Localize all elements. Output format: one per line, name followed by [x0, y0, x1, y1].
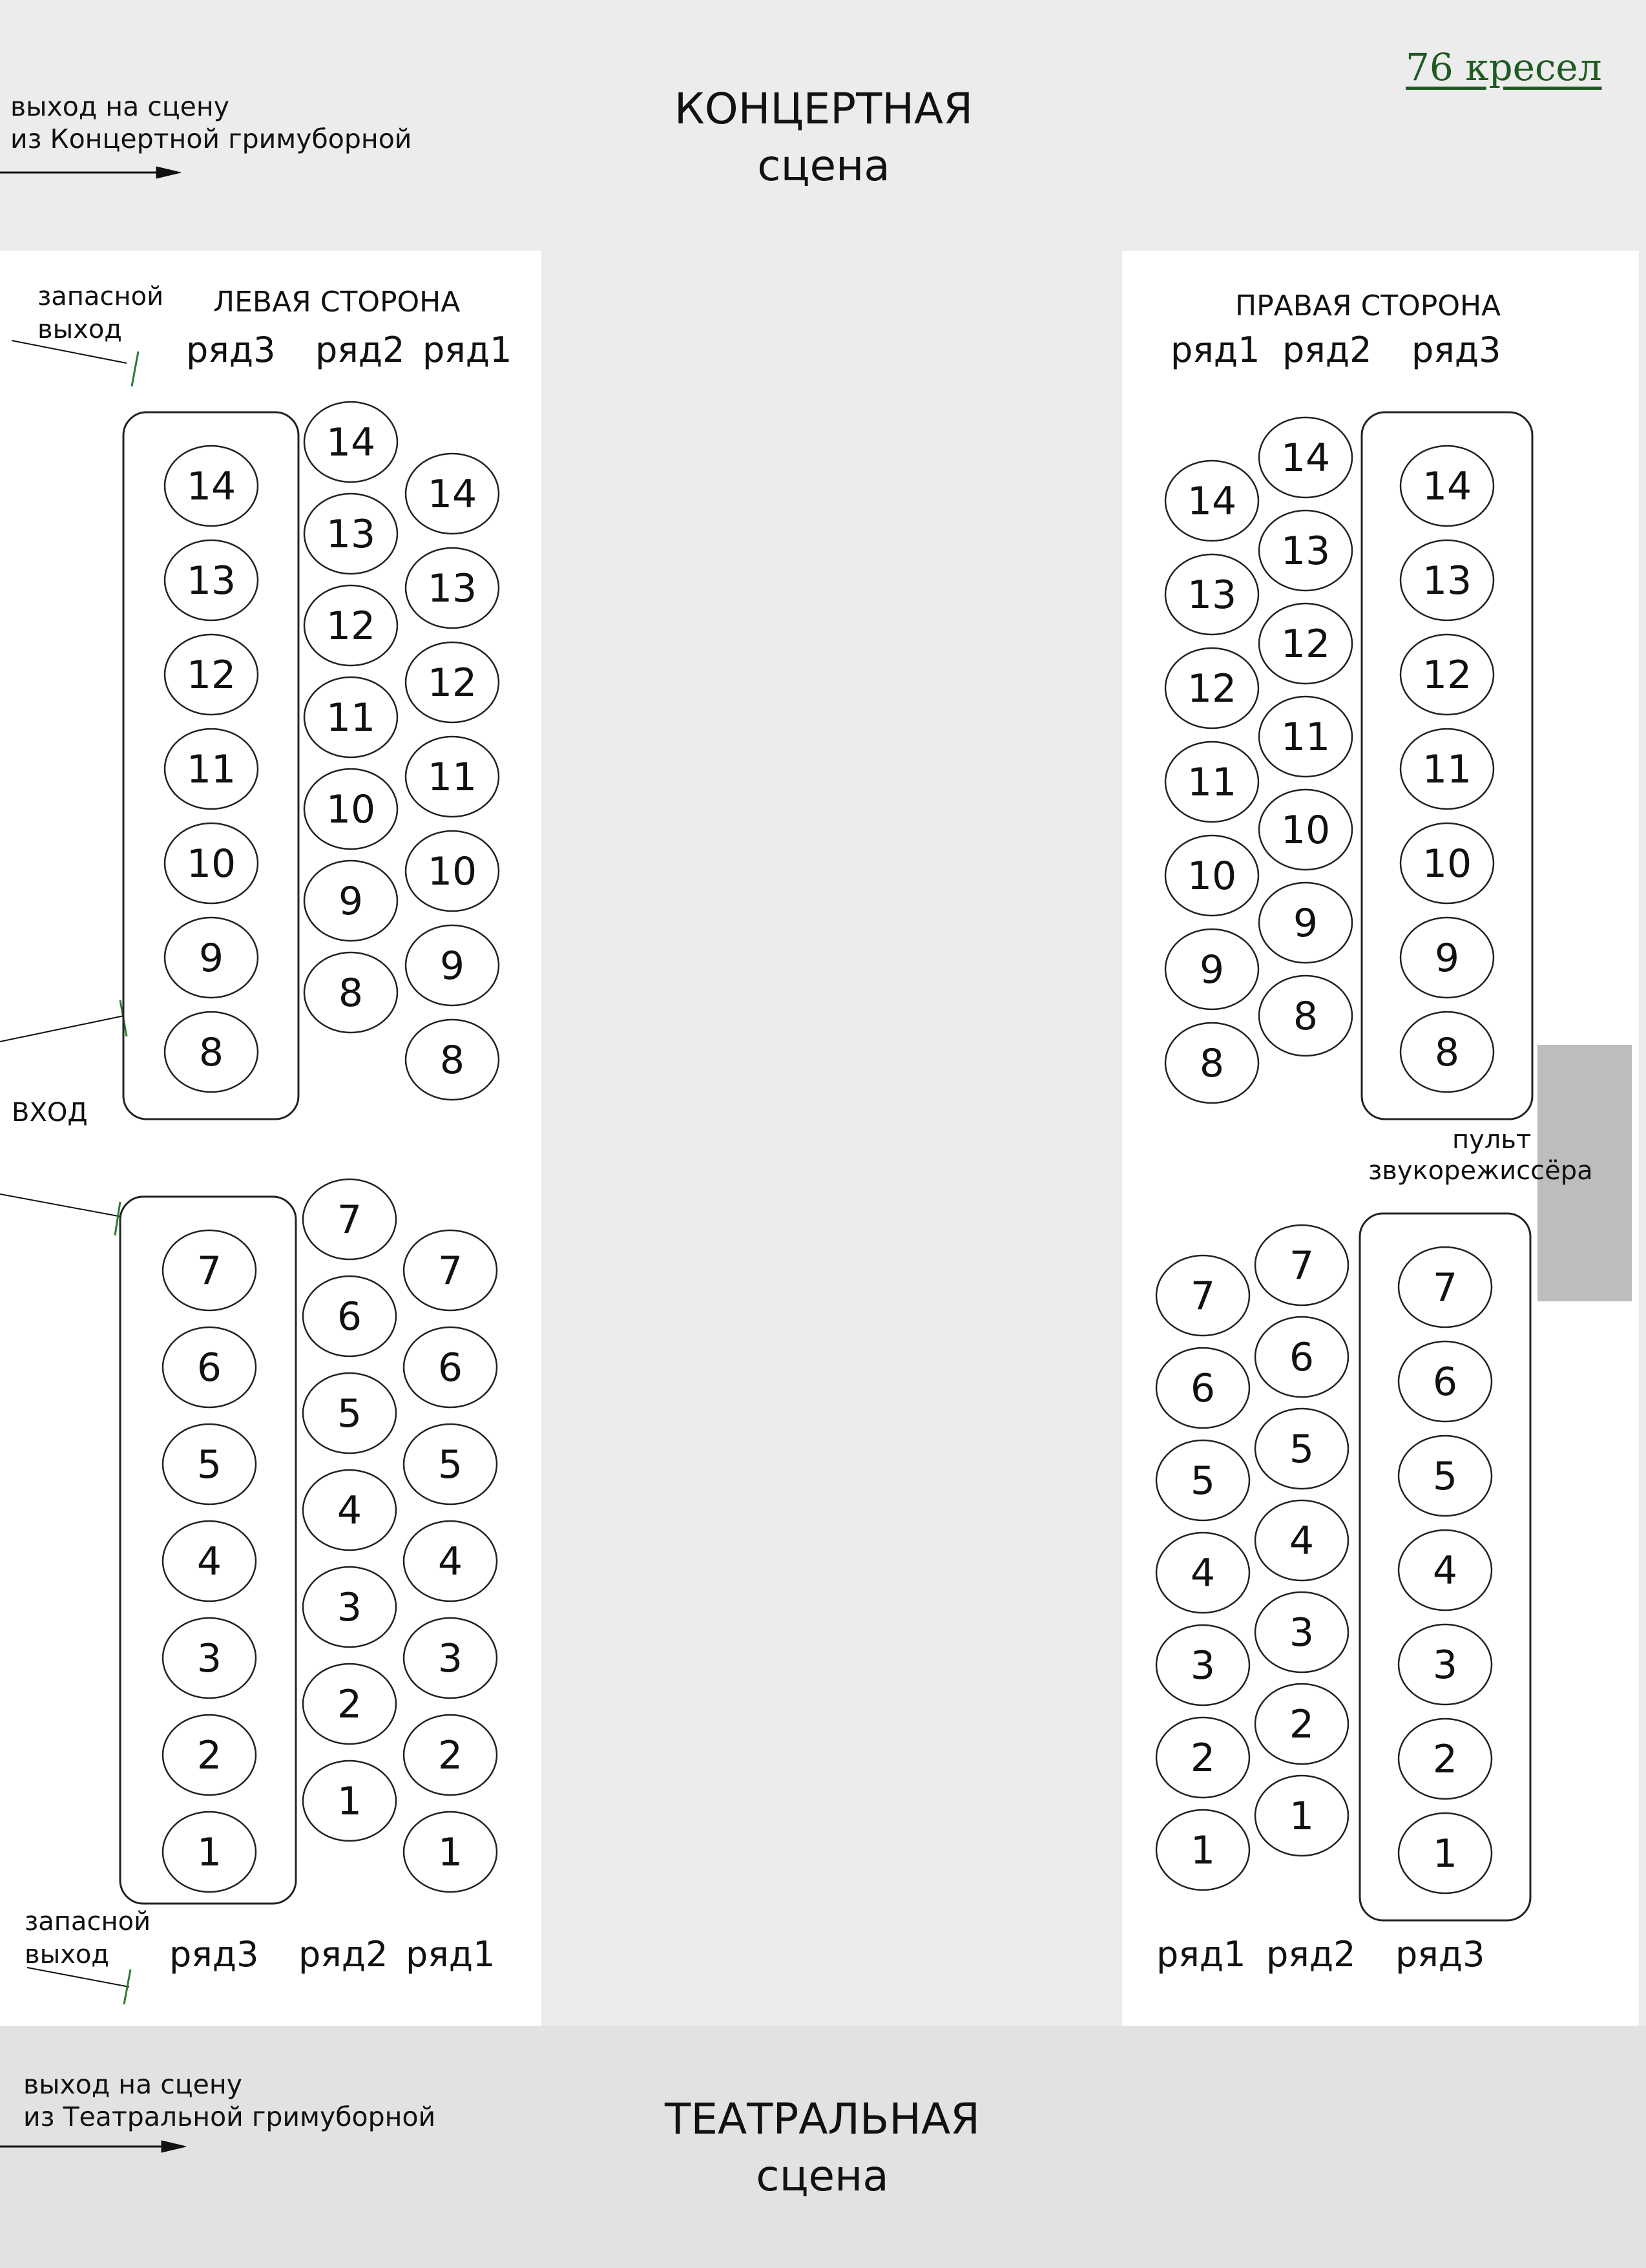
seat-right-row2-lower-1[interactable] [1255, 1776, 1348, 1856]
seat-number: 5 [196, 1442, 222, 1487]
seat-left-row2-lower-4[interactable] [303, 1470, 396, 1550]
seat-number: 8 [338, 971, 364, 1016]
seat-number: 5 [1289, 1427, 1315, 1472]
seat-left-row2-upper-11[interactable] [304, 677, 397, 757]
seat-number: 1 [1289, 1794, 1315, 1839]
seat-left-row2-lower-3[interactable] [303, 1567, 396, 1647]
seat-number: 3 [1432, 1643, 1458, 1688]
exit-top-line1: выход на сцену [10, 91, 229, 122]
seat-left-row3-upper-14[interactable] [165, 446, 258, 526]
right-side-title: ПРАВАЯ СТОРОНА [1235, 289, 1501, 322]
seat-left-row3-upper-8[interactable] [165, 1012, 258, 1092]
seat-number: 10 [1187, 854, 1237, 899]
concert-stage-subtitle: сцена [757, 141, 890, 191]
seat-right-row1-lower-3[interactable] [1156, 1625, 1249, 1705]
console-label-line1: пульт [1452, 1125, 1532, 1155]
seat-right-row1-upper-13[interactable] [1165, 554, 1258, 635]
seat-left-row1-lower-6[interactable] [404, 1327, 497, 1407]
spare-exit-top-line1: запасной [37, 282, 164, 311]
left-footer-row2: ряд2 [298, 1934, 388, 1975]
seat-right-row3-upper-11[interactable] [1401, 729, 1494, 809]
seat-left-row2-upper-12[interactable] [304, 585, 397, 666]
seat-left-row3-lower-6[interactable] [163, 1327, 256, 1407]
right-header-row2: ряд2 [1282, 330, 1372, 370]
seat-number: 10 [1280, 808, 1331, 853]
seat-left-row1-upper-12[interactable] [406, 642, 499, 722]
left-header-row3: ряд3 [186, 330, 276, 370]
seat-number: 11 [1187, 760, 1237, 805]
seat-number: 13 [1422, 558, 1472, 604]
seat-number: 3 [1190, 1643, 1216, 1688]
seat-left-row3-upper-10[interactable] [165, 823, 258, 903]
seat-number: 9 [1199, 947, 1225, 992]
seat-right-row1-lower-2[interactable] [1156, 1717, 1249, 1798]
seat-right-row3-lower-1[interactable] [1399, 1813, 1492, 1893]
theatre-stage-subtitle: сцена [756, 2151, 889, 2201]
door-lines [0, 341, 129, 1987]
seat-left-row2-upper-13[interactable] [304, 494, 397, 574]
seat-right-row3-upper-8[interactable] [1401, 1012, 1494, 1092]
spare-exit-bottom-line [27, 1968, 129, 1987]
seat-right-row2-upper-14[interactable] [1259, 417, 1352, 498]
seat-number: 5 [437, 1442, 463, 1487]
seat-right-row3-upper-13[interactable] [1401, 540, 1494, 620]
seat-right-row3-lower-3[interactable] [1399, 1624, 1492, 1705]
seat-number: 13 [326, 512, 376, 557]
seat-right-row2-upper-11[interactable] [1259, 697, 1352, 777]
seat-left-row1-lower-7[interactable] [404, 1230, 497, 1310]
right-header-row3: ряд3 [1412, 330, 1501, 370]
seat-right-row1-upper-10[interactable] [1165, 835, 1258, 916]
exit-top-line2: из Концертной гримуборной [10, 123, 412, 154]
seat-left-row1-upper-11[interactable] [406, 737, 499, 817]
console-label-line2: звукорежиссёра [1368, 1156, 1593, 1186]
seat-left-row2-upper-8[interactable] [304, 952, 397, 1033]
seat-number: 9 [1293, 901, 1318, 946]
seat-number: 13 [186, 558, 236, 604]
seat-number: 12 [427, 660, 477, 706]
seat-right-row1-lower-6[interactable] [1156, 1348, 1249, 1428]
seat-right-row2-upper-8[interactable] [1259, 976, 1352, 1056]
seat-number: 8 [198, 1030, 224, 1075]
seat-right-row2-upper-9[interactable] [1259, 883, 1352, 963]
seat-number: 14 [1422, 464, 1472, 509]
seat-number: 10 [326, 787, 376, 832]
left-header-row2: ряд2 [315, 330, 405, 370]
seat-left-row3-upper-9[interactable] [165, 918, 258, 998]
seat-number: 14 [326, 420, 376, 465]
seat-left-row1-lower-4[interactable] [404, 1521, 497, 1601]
seat-right-row3-lower-4[interactable] [1399, 1530, 1492, 1610]
seat-right-row3-lower-6[interactable] [1399, 1341, 1492, 1422]
seat-left-row2-lower-5[interactable] [303, 1373, 396, 1453]
seat-number: 6 [1289, 1335, 1315, 1380]
seat-right-row3-upper-9[interactable] [1401, 918, 1494, 998]
seat-number: 8 [1293, 994, 1318, 1039]
seat-right-row1-upper-8[interactable] [1165, 1023, 1258, 1103]
seat-left-row3-lower-7[interactable] [163, 1230, 256, 1310]
seat-number: 14 [186, 464, 236, 509]
seat-number: 7 [1289, 1243, 1315, 1288]
right-footer-row2: ряд2 [1266, 1934, 1356, 1975]
seat-number: 12 [326, 604, 376, 649]
seat-right-row3-upper-14[interactable] [1401, 446, 1494, 526]
seat-number: 3 [337, 1585, 362, 1630]
door-tick [124, 1969, 130, 2004]
entrance-line-lower [0, 1194, 121, 1217]
seat-number: 2 [1432, 1737, 1458, 1782]
seat-right-row3-upper-10[interactable] [1401, 823, 1494, 903]
seat-number: 3 [196, 1636, 222, 1681]
seat-number: 11 [1422, 747, 1472, 792]
theatre-stage-title: ТЕАТРАЛЬНАЯ [665, 2094, 980, 2144]
seat-number: 14 [1187, 479, 1237, 524]
exit-top-arrowhead [156, 167, 181, 178]
seat-left-row3-lower-2[interactable] [163, 1715, 256, 1795]
seat-right-row1-lower-1[interactable] [1156, 1810, 1249, 1890]
seat-number: 4 [1289, 1518, 1315, 1564]
seat-left-row2-lower-1[interactable] [303, 1761, 396, 1841]
seat-left-row3-lower-3[interactable] [163, 1618, 256, 1698]
seat-number: 2 [1190, 1736, 1216, 1781]
seat-left-row1-upper-13[interactable] [406, 548, 499, 628]
seat-number: 2 [196, 1733, 222, 1778]
seat-number: 6 [196, 1345, 222, 1391]
seat-number: 14 [1280, 436, 1331, 481]
seat-number: 4 [437, 1539, 463, 1584]
seat-number: 10 [427, 849, 477, 894]
seat-right-row1-lower-4[interactable] [1156, 1533, 1249, 1613]
right-footer-row1: ряд1 [1156, 1934, 1246, 1975]
seat-number: 12 [1280, 622, 1331, 667]
seat-number: 3 [1289, 1610, 1315, 1655]
seat-number: 11 [326, 695, 376, 740]
seat-number: 10 [186, 841, 236, 887]
seat-number: 5 [1432, 1454, 1458, 1499]
left-footer-row1: ряд1 [406, 1934, 495, 1975]
concert-stage-title: КОНЦЕРТНАЯ [674, 84, 974, 134]
seat-number: 8 [1434, 1030, 1460, 1075]
spare-exit-bottom-line1: запасной [25, 1907, 151, 1937]
seat-number: 1 [196, 1830, 222, 1875]
seat-number: 14 [427, 472, 477, 517]
seat-left-row1-lower-5[interactable] [404, 1424, 497, 1504]
seat-left-row1-upper-9[interactable] [406, 925, 499, 1005]
left-footer-row3: ряд3 [169, 1934, 259, 1975]
seat-number: 6 [1190, 1366, 1216, 1411]
seat-left-row1-upper-8[interactable] [406, 1020, 499, 1100]
seat-left-row1-lower-1[interactable] [404, 1812, 497, 1892]
seat-right-row3-lower-5[interactable] [1399, 1436, 1492, 1516]
right-footer-row3: ряд3 [1395, 1934, 1485, 1975]
seat-left-row3-lower-1[interactable] [163, 1812, 256, 1892]
seat-number: 6 [1432, 1360, 1458, 1405]
seat-number: 13 [1280, 529, 1331, 574]
seat-left-row3-lower-4[interactable] [163, 1521, 256, 1601]
seat-right-row1-upper-9[interactable] [1165, 929, 1258, 1009]
seat-number: 12 [186, 653, 236, 698]
seat-number: 4 [196, 1539, 222, 1584]
seat-number: 2 [437, 1733, 463, 1778]
seat-right-row1-lower-5[interactable] [1156, 1440, 1249, 1520]
seat-left-row3-lower-5[interactable] [163, 1424, 256, 1504]
seat-number: 6 [437, 1345, 463, 1391]
seat-number: 1 [337, 1779, 362, 1824]
seat-number: 11 [186, 747, 236, 792]
left-header-row1: ряд1 [422, 330, 512, 370]
seat-right-row1-lower-7[interactable] [1156, 1255, 1249, 1336]
seat-number: 7 [337, 1197, 362, 1243]
right-header-row1: ряд1 [1171, 330, 1260, 370]
seat-number: 4 [337, 1488, 362, 1533]
door-ticks [115, 352, 138, 2004]
capacity-label: 76 кресел [1406, 45, 1602, 89]
seat-number: 9 [198, 936, 224, 981]
seat-right-row2-lower-2[interactable] [1255, 1684, 1348, 1764]
seat-number: 2 [337, 1682, 362, 1727]
seat-number: 4 [1432, 1548, 1458, 1593]
left-side-title: ЛЕВАЯ СТОРОНА [213, 286, 461, 319]
seat-left-row1-lower-3[interactable] [404, 1618, 497, 1698]
seat-right-row2-lower-4[interactable] [1255, 1500, 1348, 1580]
seat-left-row2-upper-10[interactable] [304, 769, 397, 849]
entrance-line-upper [0, 1016, 124, 1042]
spare-exit-top-line2: выход [37, 315, 122, 344]
seat-right-row2-upper-13[interactable] [1259, 510, 1352, 591]
exit-bottom-line1: выход на сцену [23, 2069, 242, 2100]
seat-number: 12 [1187, 666, 1237, 711]
seat-number: 7 [1432, 1265, 1458, 1310]
door-tick [132, 352, 138, 386]
seat-right-row1-upper-12[interactable] [1165, 648, 1258, 728]
seat-left-row2-upper-9[interactable] [304, 861, 397, 941]
seat-right-row2-lower-3[interactable] [1255, 1592, 1348, 1672]
seat-left-row1-upper-10[interactable] [406, 831, 499, 911]
seats [163, 402, 1494, 1893]
seat-number: 13 [427, 566, 477, 611]
seat-number: 12 [1422, 653, 1472, 698]
seat-number: 5 [337, 1391, 362, 1436]
seat-number: 11 [1280, 715, 1331, 760]
seat-left-row2-upper-14[interactable] [304, 402, 397, 482]
exit-arrows [0, 167, 186, 2152]
seat-number: 9 [439, 943, 465, 989]
seat-right-row2-upper-12[interactable] [1259, 604, 1352, 684]
spare-exit-bottom-line2: выход [25, 1940, 109, 1969]
seat-left-row1-lower-2[interactable] [404, 1715, 497, 1795]
seat-left-row2-lower-2[interactable] [303, 1664, 396, 1744]
seat-right-row3-lower-2[interactable] [1399, 1719, 1492, 1799]
seat-left-row2-lower-6[interactable] [303, 1276, 396, 1356]
seat-right-row2-lower-7[interactable] [1255, 1225, 1348, 1305]
seat-number: 6 [337, 1294, 362, 1339]
seat-number: 1 [437, 1830, 463, 1875]
seat-number: 9 [338, 879, 364, 924]
seat-number: 7 [437, 1248, 463, 1294]
seat-left-row3-upper-11[interactable] [165, 729, 258, 809]
seat-number: 5 [1190, 1458, 1216, 1504]
seat-number: 13 [1187, 572, 1237, 618]
seat-number: 4 [1190, 1551, 1216, 1596]
seat-right-row2-upper-10[interactable] [1259, 790, 1352, 870]
exit-bottom-arrowhead [161, 2141, 186, 2152]
seat-right-row3-lower-7[interactable] [1399, 1247, 1492, 1327]
seat-right-row3-upper-12[interactable] [1401, 635, 1494, 715]
seat-left-row3-upper-12[interactable] [165, 635, 258, 715]
seat-number: 1 [1432, 1831, 1458, 1876]
seat-right-row2-lower-6[interactable] [1255, 1317, 1348, 1397]
entrance-label: ВХОД [12, 1098, 88, 1128]
seat-right-row1-upper-11[interactable] [1165, 742, 1258, 822]
seat-number: 3 [437, 1636, 463, 1681]
seat-number: 7 [1190, 1274, 1216, 1319]
seat-number: 9 [1434, 936, 1460, 981]
seat-number: 1 [1190, 1828, 1216, 1873]
exit-bottom-line2: из Театральной гримуборной [23, 2101, 436, 2132]
seat-number: 10 [1422, 841, 1472, 887]
seat-number: 11 [427, 755, 477, 800]
seat-left-row2-lower-7[interactable] [303, 1179, 396, 1259]
seat-left-row3-upper-13[interactable] [165, 540, 258, 620]
seat-right-row2-lower-5[interactable] [1255, 1409, 1348, 1489]
seat-number: 8 [439, 1038, 465, 1083]
seat-right-row1-upper-14[interactable] [1165, 461, 1258, 541]
seat-number: 2 [1289, 1702, 1315, 1747]
seat-number: 8 [1199, 1041, 1225, 1086]
spare-exit-top-line [12, 341, 127, 363]
seat-left-row1-upper-14[interactable] [406, 454, 499, 534]
seat-number: 7 [196, 1248, 222, 1294]
